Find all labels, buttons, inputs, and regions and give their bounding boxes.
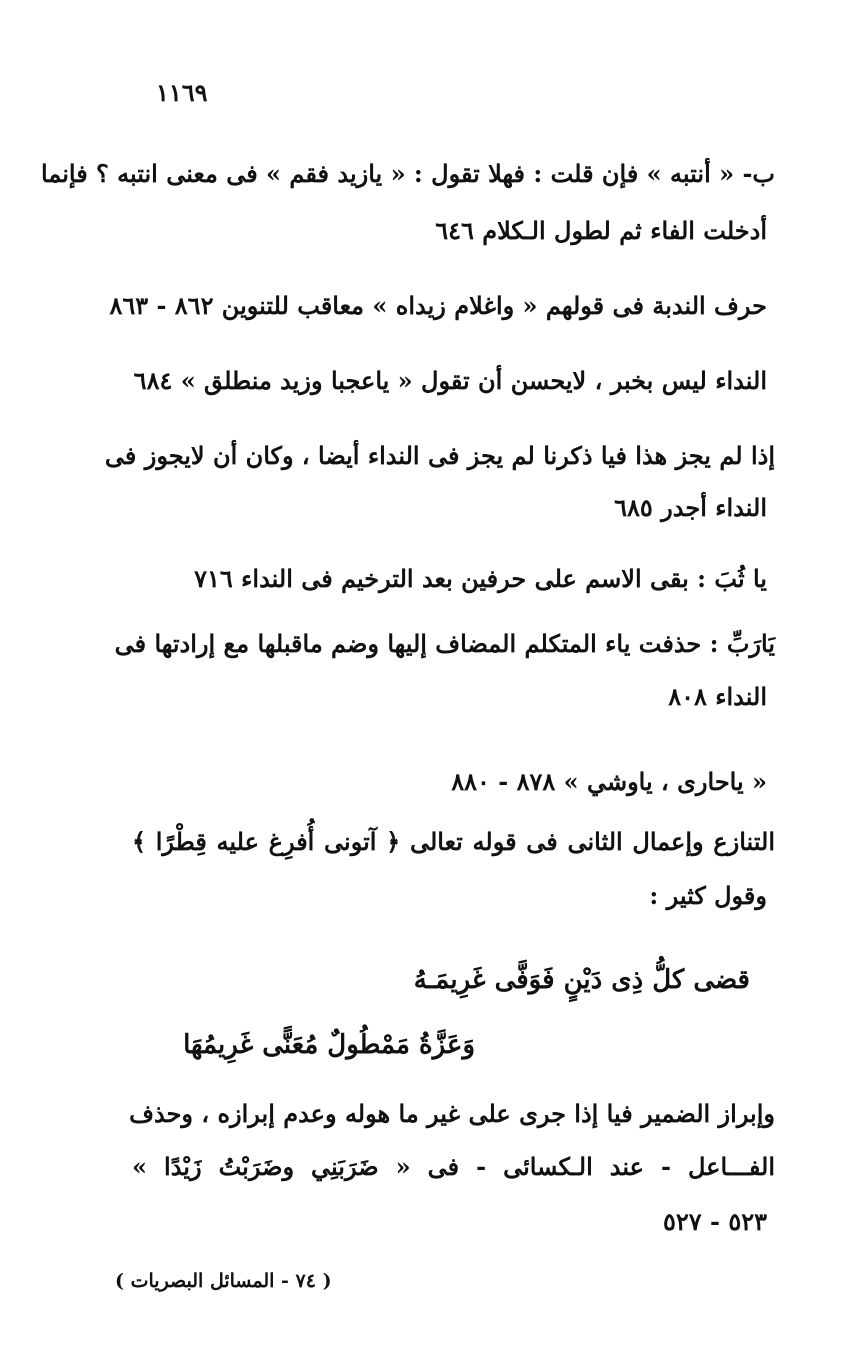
verse-line: وَعَزَّةُ مَمْطُولٌ مُعَنًّى غَرِيمُهَا (183, 1030, 475, 1060)
entry-text: وقول كثير : (649, 881, 767, 910)
entry-text: الفـــاعل - عند الـكسائى - فى « ضَرَبَنِي وضَرَبْتُ زَيْدًا » (132, 1152, 775, 1181)
entry-text: وإبراز الضمير فيا إذا جرى على غير ما هوله وعدم إبرازه ، وحذف (129, 1099, 775, 1128)
entry-text: أدخلت الفاء ثم لطول الـكلام ٦٤٦ (435, 216, 767, 245)
entry-text: ب- « أنتبه » فإن قلت : فهلا تقول : « يازيد فقم » فى معنى انتبه ؟ فإنما (41, 159, 775, 188)
entry-text: النداء ٨٠٨ (668, 682, 767, 711)
entry-text: يا ثُبَ : بقى الاسم على حرفين بعد الترخيم فى النداء ٧١٦ (194, 564, 767, 593)
verse-line: قضى كلُّ ذِى دَيْنٍ فَوَفَّى غَرِيمَـهُ (413, 965, 750, 995)
entry-text: يَارَبِّ : حذفت ياء المتكلم المضاف إليها وضم ماقبلها مع إرادتها فى (114, 629, 775, 658)
entry-text: النداء أجدر ٦٨٥ (614, 493, 767, 522)
entry-text: إذا لم يجز هذا فيا ذكرنا لم يجز فى النداء أيضا ، وكان أن لايجوز فى (104, 441, 775, 470)
footer-signature: ( ٧٤ - المسائل البصريات ) (115, 1270, 332, 1292)
entry-text: حرف الندبة فى قولهم « واغلام زيداه » معاقب للتنوين ٨٦٢ - ٨٦٣ (109, 291, 767, 320)
entry-text: النداء ليس بخبر ، لايحسن أن تقول « ياعجبا وزيد منطلق » ٦٨٤ (133, 366, 767, 395)
page-number: ١١٦٩ (156, 78, 208, 107)
entry-text: « ياحارى ، ياوشي » ٨٧٨ - ٨٨٠ (451, 767, 767, 796)
entry-text: ٥٢٣ - ٥٢٧ (662, 1207, 767, 1236)
entry-text: التنازع وإعمال الثانى فى قوله تعالى ﴿ آتونى أُفرِغ عليه قِطْرًا ﴾ (132, 827, 775, 856)
